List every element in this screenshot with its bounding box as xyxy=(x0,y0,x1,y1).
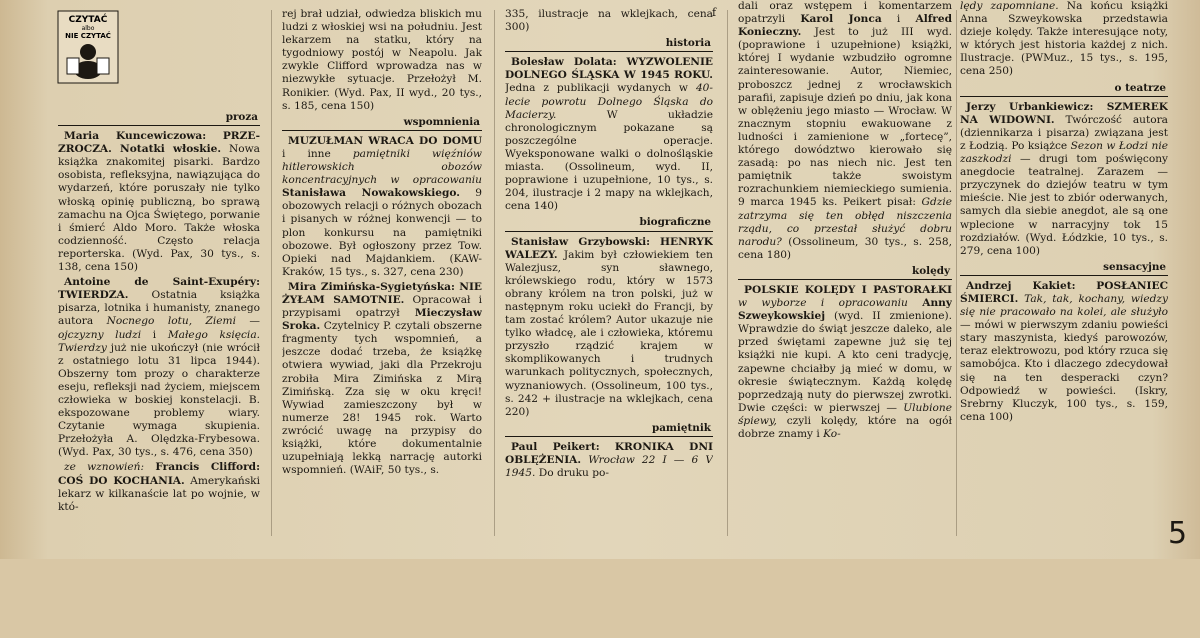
article-body: 9 obozowych relacji o różnych obozach i pisanych w różnej konwencji — to plon konkursu na pamiętniki obozowe. Był ogłoszony przez Tow. Opieki nad Majdankiem. (KAW-Kraków, 15 tys., s. 327, cena 230) xyxy=(282,187,482,278)
article-body: Twórczość autora (dziennikarza i pisarza) związana jest z Łodzią. Po książce xyxy=(960,113,1168,152)
top-mark: f xyxy=(712,6,717,19)
article-editor: Stanisława Nowakowskiego. xyxy=(282,187,460,200)
article-clifford xyxy=(58,461,260,513)
article-author: Jerzy Urbankiewicz: xyxy=(966,100,1094,113)
article-body: Amerykański lekarz w kilkanaście lat po wojnie, w któ- xyxy=(58,474,260,513)
article-body: — drugi tom poświęcony anegdocie teatralnej. Zarazem — przyczynek do dziejów teatru w tym mieście. Nie jest to zbiór oderwanych, samych dla siebie anegdot, ale są one wplecione w narracyjny tok 15 rozdziałów. (Wyd. Łódzkie, 10 tys., s. 279, cena 100) xyxy=(960,153,1168,257)
article-title: POLSKIE KOLĘDY I PASTORAŁKI xyxy=(744,283,952,296)
column-3 xyxy=(505,8,713,538)
logo-text-line2: albo xyxy=(81,25,95,32)
section-header-sensacyjne: sensacyjne xyxy=(960,261,1168,276)
article-italic: Sezon w Łodzi nie zaszkodzi xyxy=(960,139,1168,166)
column-4 xyxy=(738,0,952,530)
article-body: już nie ukończył (nie wrócił z ostatniego lotu 31 lipca 1944). Obszerny tom prozy o charakterze eseju, refleksji nad życiem, miejscem człowieka w boskiej konstelacji. B. ekspozowane problemy wiary. Czytanie wymaga skupienia. Przełożyła A. Olędzka-Frybesowa. (Wyd. Pax, 30 tys., s. 476, cena 350) xyxy=(58,341,260,459)
section-header-historia: historia xyxy=(505,37,713,52)
article-italic: Małego księcia. Twierdzy xyxy=(58,328,260,354)
article-italic: Ko- xyxy=(823,428,841,440)
section-header-pamietnik: pamiętnik xyxy=(505,422,713,437)
article-italic: Tak, tak, kochany, wiedzy się nie pracowało na kolei, ale służyło xyxy=(960,292,1168,319)
article-title: PRZE-ZROCZA. Notatki włoskie. xyxy=(58,130,260,156)
article-body: Jakim był człowiekiem ten Walezjusz, syn sławnego, królewskiego rodu, który w 1573 obrany królem na tron polski, już w następnym roku uciekł do Francji, by tam zostać królem? Autor ukazuje nie tylko władcę, ale i człowieka, któremu przyszło rządzić krajem w skomplikowanych i trudnych warunkach politycznych, społecznych, wyznaniowych. (Ossolineum, 100 tys., s. 242 + ilustracje na wklejkach, cena 220) xyxy=(505,248,713,418)
article-body: (Ossolineum, 30 tys., s. 258, cena 180) xyxy=(738,235,952,261)
article-body: rej brał udział, odwiedza bliskich mu ludzi z włoskiej wsi na południu. Jest lekarzem na statku, który na tygodniowy postój w Neapolu. Jak zwykle Clifford wprowadza nas w niezwykłe sytuacje. Przełożył M. Ronikier. (Wyd. Pax, II wyd., 20 tys., s. 185, cena 150) xyxy=(282,8,482,112)
article-italic: Ulubione śpiewy, xyxy=(738,401,952,427)
article-body: Ostatnia książka pisarza, lotnika i humanisty, znanego autora xyxy=(58,289,260,328)
article-body: czyli kolędy, które na ogół dobrze znamy i xyxy=(738,414,952,440)
article-italic: Wrocław 22 I — 6 V 1945. xyxy=(505,454,713,480)
article-body: Jest to już III wyd. (poprawione i uzupełnione) książki, której I wydanie wzbudziło ogromne zainteresowanie. Autor, Niemiec, proboszcz jednej z wrocławskich parafii, zapisuje dzień po dniu, jak kona w oblężeniu jego miasto — Wrocław. W znacznym stopniu ewakuowane z ludności i zamienione w „fortecę”, którego dowództwo kierowało się zasadą: po nas niech nic. Jest ten pamiętnik także swoistym rozrachunkiem niemieckiego sumienia. 9 marca 1945 ks. Peikert pisał: xyxy=(738,26,952,209)
article-prefix: ze wznowień: xyxy=(64,461,145,474)
article-author: Andrzej Kakiet: xyxy=(966,279,1076,292)
article-italic: Nocnego lotu, Ziemi — ojczyzny ludzi xyxy=(58,315,260,341)
article-ziminska xyxy=(282,281,482,477)
article-urbankiewicz xyxy=(960,101,1168,258)
article-body: Na końcu książki Anna Szweykowska przedstawia dzieje kolędy. Także interesujące noty, w których jest historia każdej z nich. Ilustracje. (PWMuz., 15 tys., s. 195, cena 250) xyxy=(960,0,1168,78)
article-grzybowski xyxy=(505,236,713,419)
article-body: i inne xyxy=(282,147,331,160)
article-italic: w wyborze i opracowaniu xyxy=(738,297,908,310)
article-title: NIE ŻYŁAM SAMOTNIE. xyxy=(282,280,482,306)
section-header-wspomnienia: wspomnienia xyxy=(282,116,482,131)
article-body: Nowa książka znakomitej pisarki. Bardzo osobista, refleksyjna, nawiązująca do wydarzeń, które poruszały nie tylko włoską opinię publiczną, bo sprawą zamachu na Ojca Świętego, porwanie i śmierć Aldo Moro. Także włoska codzienność. Często relacja reporterska. (Wyd. Pax, 30 tys., s. 138, cena 150) xyxy=(58,143,260,274)
article-body: Czytelnicy P. czytali obszerne fragmenty tych wspomnień, a jeszcze dodać trzeba, że książkę otwiera wywiad, jaki dla Przekroju zrobiła Mira Zimińska z Mirą Zimińską. Zza się w oku kręci! Wywiad zamieszczony był w numerze 28! 1945 rok. Warto zwrócić uwagę na przypisy do książki, które dokumentalnie uzupełniają lekką narrację autorki wspomnień. (WAiF, 50 tys., s. xyxy=(282,320,482,477)
article-body: — mówi w pierwszym zdaniu powieści stary maszynista, kiedyś parowozów, teraz elektrowozu, pod który rzuca się samobójca. Kto i dlaczego zdecydował się na ten desperacki czyn? Odpowiedź w powieści. (Iskry, Srebrny Kluczyk, 100 tys., s. 159, cena 100) xyxy=(960,319,1168,423)
article-ziminska-cont xyxy=(505,8,713,34)
section-header-o-teatrze: o teatrze xyxy=(960,82,1168,97)
column-divider xyxy=(956,10,957,536)
article-body: W układzie chronologicznym pokazane są poszczególne operacje. Wyeksponowane walki o dolnośląskie miasta. (Ossolineum, wyd. II, poprawione i uzupełnione, 10 tys., s. 204, ilustracje i 2 mapy na wklejkach, cena 140) xyxy=(505,108,713,213)
article-peikert xyxy=(505,441,713,480)
article-title: MUZUŁMAN WRACA DO DOMU xyxy=(288,134,482,147)
article-italic: pamiętniki więźniów hitlerowskich obozów koncentracyjnych w opracowaniu xyxy=(282,147,482,187)
article-author: Maria Kuncewiczowa: xyxy=(64,130,207,143)
column-divider xyxy=(727,10,728,536)
article-editor: Alfred Konieczny. xyxy=(738,13,952,39)
section-header-koledy: kolędy xyxy=(738,265,952,280)
article-italic: Gdzie zatrzyma się ten obłęd niszczenia rządu, co przestał służyć dobru narodu? xyxy=(738,196,952,248)
article-author: Mira Zimińska-Sygietyńska: xyxy=(288,280,455,293)
reader-mascot-logo xyxy=(57,10,119,84)
article-editor: Mieczysław Sroka. xyxy=(282,307,482,333)
article-clifford-cont xyxy=(282,8,482,113)
column-divider xyxy=(271,10,272,536)
article-body: i xyxy=(896,13,901,26)
article-muzulman xyxy=(282,135,482,279)
logo-text-line3: NIE CZYTAĆ xyxy=(65,32,111,40)
article-italic: lędy zapomniane. xyxy=(960,0,1059,12)
article-title: POSŁANIEC ŚMIERCI. xyxy=(960,279,1168,305)
article-editor: Karol Jonca xyxy=(800,13,882,26)
article-body: dali oraz wstępem i komentarzem opatrzyli xyxy=(738,0,952,26)
logo-text-line1: CZYTAĆ xyxy=(68,15,108,25)
article-body: Do druku po- xyxy=(538,467,609,480)
article-koledy xyxy=(738,284,952,441)
article-kakiet xyxy=(960,280,1168,424)
article-koledy-cont xyxy=(960,0,1168,79)
column-2 xyxy=(282,8,482,538)
article-saint-exupery xyxy=(58,276,260,459)
article-author: Antoine de Saint-Exupéry: xyxy=(64,276,260,289)
article-author: Paul Peikert: xyxy=(511,440,600,453)
article-title: KRONIKA DNI OBLĘŻENIA. xyxy=(505,440,713,466)
article-body: 335, ilustracje na wklejkach, cena 300) xyxy=(505,8,713,34)
article-peikert-cont xyxy=(738,0,952,262)
page-number: 5 xyxy=(1168,516,1188,551)
article-body: i xyxy=(152,328,157,341)
article-italic: 40-lecie powrotu Dolnego Śląska do Macierzy. xyxy=(505,82,713,121)
article-body: Opracował i przypisami opatrzył xyxy=(282,293,482,320)
article-body: (wyd. II zmienione). Wprawdzie do świąt jeszcze daleko, ale przed świętami zapewne już się tej książki nie kupi. A kto ceni tradycję, zapewne chciałby ją mieć w domu, w okresie świątecznym. Każdą kolędę poprzedzają nuty do pierwszej zwrotki. Dwie części: w pierwszej — xyxy=(738,310,952,414)
article-author: Francis Clifford: xyxy=(155,461,260,474)
article-title: COŚ DO KOCHANIA. xyxy=(58,474,185,487)
article-kuncewiczowa xyxy=(58,130,260,274)
section-header-biograficzne: biograficzne xyxy=(505,216,713,231)
article-dolata xyxy=(505,56,713,213)
article-body: Jedna z publikacji wydanych w xyxy=(505,82,688,95)
article-author: Bolesław Dolata: xyxy=(511,56,617,69)
section-header-proza: proza xyxy=(58,111,260,126)
article-title: TWIERDZA. xyxy=(58,289,129,302)
article-title: HENRYK WALEZY. xyxy=(505,235,713,261)
article-title: WYZWOLENIE DOLNEGO ŚLĄSKA W 1945 ROKU. xyxy=(505,56,713,82)
article-editor: Anny Szweykowskiej xyxy=(738,297,952,323)
article-author: Stanisław Grzybowski: xyxy=(511,235,651,248)
column-divider xyxy=(494,10,495,536)
column-5 xyxy=(960,0,1168,530)
article-title: SZMEREK NA WIDOWNI. xyxy=(960,100,1168,126)
